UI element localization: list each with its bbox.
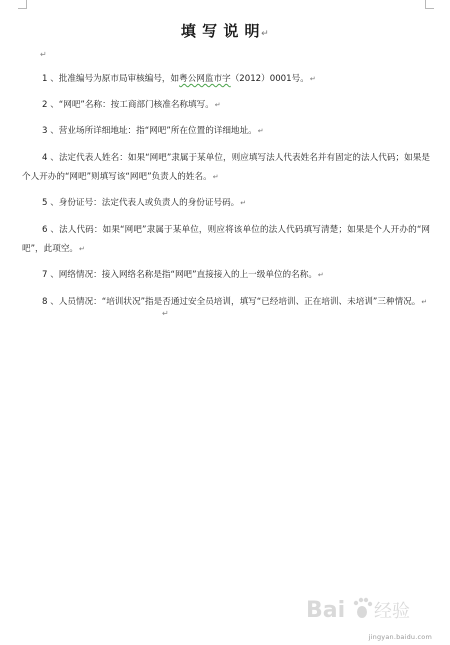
paragraph-2-text: 2 、“网吧”名称：按工商部门核准名称填写。 <box>42 100 214 111</box>
paragraph-7-text: 7 、网络情况：接入网络名称是指“网吧”直接接入的上一级单位的名称。 <box>42 270 317 281</box>
document-body <box>22 70 430 319</box>
top-right-margin-mark <box>425 0 434 9</box>
paragraph-mark-icon: ↵ <box>317 271 324 280</box>
paragraph-mark-icon: ↵ <box>309 75 316 83</box>
baidu-paw-logo-icon <box>304 589 434 633</box>
paragraph-3 <box>22 122 430 142</box>
paragraph-mark-icon: ↵ <box>79 245 85 254</box>
empty-paragraph-mark: ↵ <box>162 309 169 318</box>
paragraph-mark-icon: ↵ <box>421 297 428 306</box>
paragraph-6-text: 6 、法人代码：如果“网吧”隶属于某单位，则应将该单位的法人代码填写清楚；如果是个人开办的“网吧”，此项空。 <box>22 224 430 255</box>
paragraph-mark-icon: ↵ <box>212 173 219 182</box>
paragraph-5 <box>22 194 430 214</box>
watermark-url: jingyan.baidu.com <box>368 633 432 641</box>
top-left-margin-mark <box>18 0 27 9</box>
paragraph-4 <box>22 149 430 188</box>
paragraph-3-text: 3 、营业场所详细地址：指“网吧”所在位置的详细地址。 <box>42 126 257 137</box>
paragraph-1-tail: （2012）0001号。 <box>230 74 309 84</box>
empty-paragraph-mark: ↵ <box>40 50 47 59</box>
paragraph-mark-icon: ↵ <box>261 29 270 39</box>
title-text: 填 写 说 明 <box>180 22 261 40</box>
paragraph-mark-icon: ↵ <box>257 127 264 136</box>
watermark-brand-cn: 经验 <box>374 601 410 622</box>
paragraph-8 <box>22 293 430 313</box>
watermark-brand: Bai <box>306 598 346 623</box>
paragraph-mark-icon: ↵ <box>214 101 221 110</box>
paragraph-2 <box>22 96 430 116</box>
paragraph-1-text: 1 、批准编号为原市局审核编号，如 <box>42 74 180 84</box>
paragraph-7 <box>22 266 430 286</box>
paragraph-6 <box>22 221 430 260</box>
paragraph-5-text: 5 、身份证号：法定代表人或负责人的身份证号码。 <box>42 198 240 209</box>
document-title <box>0 20 450 41</box>
spellcheck-underlined-text: 粤公网监市字 <box>179 74 231 84</box>
paragraph-8-text: 8 、人员情况：“培训状况”指是否通过安全员培训，填写“已经培训、正在培训、未培训”三种情况。 <box>42 296 421 307</box>
paragraph-mark-icon: ↵ <box>240 199 247 208</box>
paragraph-1 <box>22 70 430 90</box>
baidu-jingyan-watermark <box>304 589 434 633</box>
paragraph-4-text: 4 、法定代表人姓名：如果“网吧”隶属于某单位，则应填写法人代表姓名并有固定的法人代码；如果是个人开办的“网吧”则填写该“网吧”负责人的姓名。 <box>22 152 430 183</box>
